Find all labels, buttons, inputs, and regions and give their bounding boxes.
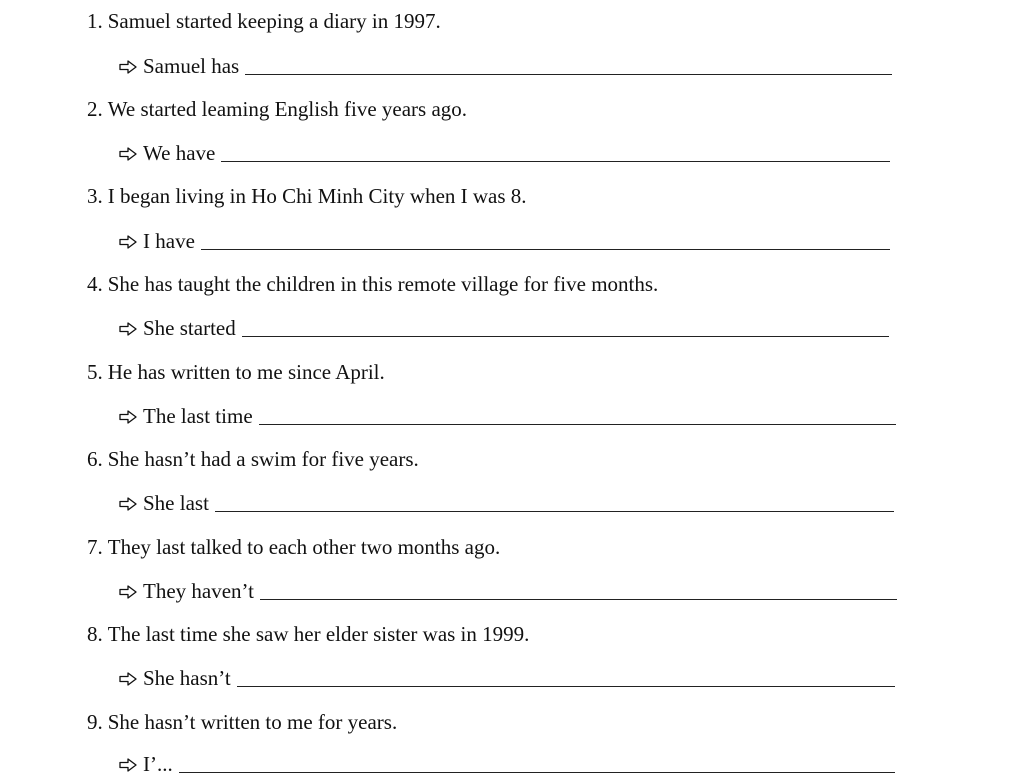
answer-blank-line[interactable]	[245, 56, 892, 75]
exercise-text: I began living in Ho Chi Minh City when I was 8.	[107, 184, 527, 208]
answer-blank-line[interactable]	[237, 668, 895, 687]
exercise-number: 7.	[87, 535, 103, 559]
exercise-2-sentence	[87, 99, 467, 120]
answer-blank-line[interactable]	[260, 581, 897, 600]
exercise-number: 5.	[87, 360, 103, 384]
exercise-7-answer	[119, 581, 897, 602]
exercise-8-answer	[119, 668, 895, 689]
exercise-number: 9.	[87, 710, 103, 734]
exercise-5-sentence	[87, 362, 385, 383]
exercise-number: 6.	[87, 447, 103, 471]
exercise-number: 4.	[87, 272, 103, 296]
answer-stem: I’...	[143, 752, 173, 776]
answer-blank-line[interactable]	[259, 406, 896, 425]
exercise-6-sentence	[87, 449, 419, 470]
exercise-number: 3.	[87, 184, 103, 208]
answer-blank-line[interactable]	[221, 143, 890, 162]
exercise-7-sentence	[87, 537, 500, 558]
exercise-3-answer	[119, 231, 890, 252]
exercise-text: We started leaming English five years ago.	[107, 97, 468, 121]
answer-stem: They haven’t	[143, 579, 254, 603]
answer-stem: She started	[143, 316, 236, 340]
answer-stem: I have	[143, 229, 195, 253]
exercise-text: He has written to me since April.	[107, 360, 385, 384]
exercise-9-answer	[119, 754, 895, 775]
exercise-1-sentence	[87, 11, 441, 32]
exercise-4-sentence	[87, 274, 658, 295]
exercise-number: 1.	[87, 9, 103, 33]
right-arrow-outline-icon	[119, 147, 137, 161]
answer-blank-line[interactable]	[242, 318, 889, 337]
exercise-number: 2.	[87, 97, 103, 121]
exercise-1-answer	[119, 56, 892, 77]
right-arrow-outline-icon	[119, 235, 137, 249]
answer-stem: We have	[143, 141, 216, 165]
right-arrow-outline-icon	[119, 60, 137, 74]
exercise-number: 8.	[87, 622, 103, 646]
answer-stem: The last time	[143, 404, 253, 428]
exercise-5-answer	[119, 406, 896, 427]
exercise-3-sentence	[87, 186, 527, 207]
exercise-text: Samuel started keeping a diary in 1997.	[107, 9, 441, 33]
answer-blank-line[interactable]	[179, 754, 895, 773]
exercise-2-answer	[119, 143, 890, 164]
right-arrow-outline-icon	[119, 585, 137, 599]
exercise-text: She has taught the children in this remote village for five months.	[107, 272, 659, 296]
exercise-text: The last time she saw her elder sister was in 1999.	[107, 622, 530, 646]
exercise-text: She hasn’t written to me for years.	[107, 710, 398, 734]
answer-stem: She hasn’t	[143, 666, 231, 690]
right-arrow-outline-icon	[119, 758, 137, 772]
answer-blank-line[interactable]	[215, 493, 894, 512]
exercise-text: She hasn’t had a swim for five years.	[107, 447, 419, 471]
right-arrow-outline-icon	[119, 322, 137, 336]
answer-blank-line[interactable]	[201, 231, 890, 250]
answer-stem: Samuel has	[143, 54, 240, 78]
answer-stem: She last	[143, 491, 209, 515]
exercise-6-answer	[119, 493, 894, 514]
exercise-text: They last talked to each other two months ago.	[107, 535, 501, 559]
right-arrow-outline-icon	[119, 497, 137, 511]
exercise-8-sentence	[87, 624, 529, 645]
exercise-4-answer	[119, 318, 889, 339]
exercise-9-sentence	[87, 712, 397, 733]
right-arrow-outline-icon	[119, 672, 137, 686]
right-arrow-outline-icon	[119, 410, 137, 424]
